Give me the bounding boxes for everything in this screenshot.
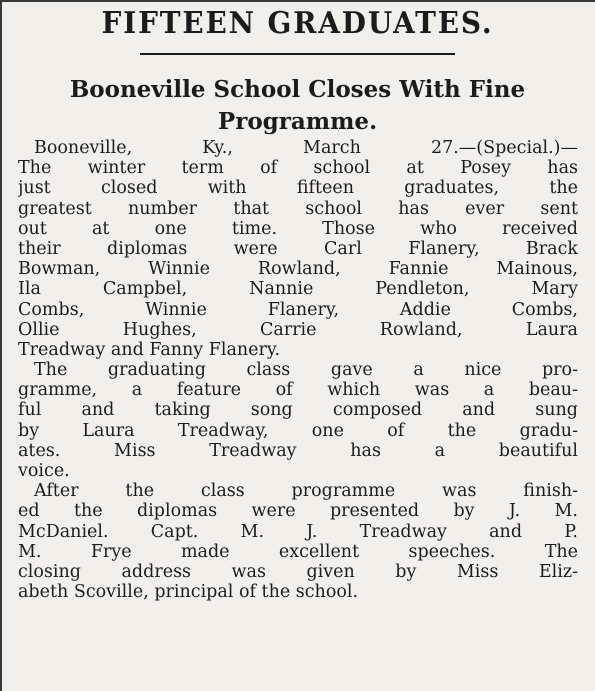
article-line: abeth Scoville, principal of the school. [18,582,359,603]
article-line: their diplomas were Carl Flanery, Brack [18,238,578,259]
article-line: McDaniel. Capt. M. J. Treadway and P. [18,521,578,542]
headline: FIFTEEN GRADUATES. [101,6,494,41]
article-line: The winter term of school at Posey has [18,158,578,179]
clipping-left-border [0,0,2,691]
article-line: After the class programme was finish- [34,481,578,502]
article-body [18,138,578,602]
article-line: Treadway and Fanny Flanery. [18,339,281,360]
article-line: gramme, a feature of which was a beau- [18,380,578,401]
article-line: M. Frye made excellent speeches. The [18,541,578,562]
article-line: ful and taking song composed and sung [18,400,578,421]
article-line: The graduating class gave a nice pro- [34,360,578,381]
article-line: just closed with fifteen graduates, the [18,178,578,199]
article-line: Ila Campbel, Nannie Pendleton, Mary [18,279,578,300]
article-line: Combs, Winnie Flanery, Addie Combs, [18,299,578,320]
subheadline-line-2: Programme. [217,108,378,135]
article-line: Booneville, Ky., March 27.—(Special.)— [34,138,578,158]
article-line: closing address was given by Miss Eliz- [18,561,578,582]
article-line: greatest number that school has ever sent [18,198,578,219]
headline-divider [140,53,455,55]
article-line: ates. Miss Treadway has a beautiful [18,440,578,461]
article-line: Bowman, Winnie Rowland, Fannie Mainous, [18,259,578,280]
article-line: by Laura Treadway, one of the gradu- [18,420,578,441]
article-line: ed the diplomas were presented by J. M. [18,501,578,522]
article-line: out at one time. Those who received [18,218,578,239]
article-line: voice. [18,461,70,481]
article-line: Ollie Hughes, Carrie Rowland, Laura [18,319,578,340]
clipping-top-border [0,0,595,2]
subheadline-line-1: Booneville School Closes With Fine [69,76,526,103]
